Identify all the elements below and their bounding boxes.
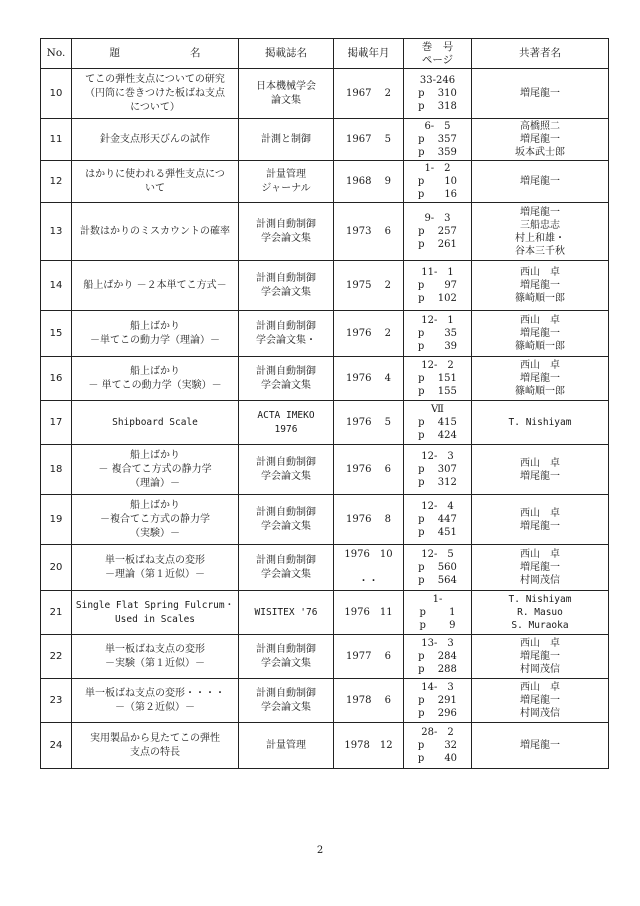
cell-line: 西山 卓 — [520, 638, 560, 649]
cell-volume-pages — [404, 261, 472, 311]
cell-line: 計測自動制御 — [256, 320, 316, 332]
table-row — [41, 445, 609, 495]
header-journal: 掲載誌名 — [239, 39, 334, 69]
cell-no: 11 — [41, 119, 72, 161]
cell-line: 坂本武士郎 — [515, 147, 565, 158]
cell-line: S. Muraoka — [511, 620, 569, 631]
cell-line: 増尾龍一 — [520, 651, 560, 662]
cell-journal — [239, 545, 334, 591]
cell-date — [334, 357, 404, 401]
cell-line: 14- 3 — [421, 682, 454, 693]
cell-authors — [472, 591, 609, 635]
cell-line: －複合てこ方式の静力学 — [100, 513, 210, 525]
cell-line: Single Flat Spring Fulcrum・ — [75, 599, 235, 611]
cell-line: p 97 — [417, 280, 458, 291]
cell-line: てこの弾性支点についての研究 — [85, 73, 225, 85]
cell-no: 19 — [41, 495, 72, 545]
cell-line: p 16 — [417, 189, 458, 200]
cell-date — [334, 69, 404, 119]
cell-line: 篠崎順一郎 — [515, 386, 565, 397]
cell-journal — [239, 445, 334, 495]
cell-volume-pages — [404, 161, 472, 203]
cell-journal — [239, 69, 334, 119]
cell-line: 計量管理 — [266, 739, 306, 751]
cell-line: いて — [145, 182, 165, 194]
cell-journal — [239, 311, 334, 357]
cell-line: p 284 — [418, 651, 457, 662]
cell-line: p 32 — [417, 740, 458, 751]
cell-line: 12- 5 — [421, 549, 454, 560]
cell-line: 増尾龍一 — [520, 562, 560, 573]
cell-line: 西山 卓 — [520, 682, 560, 693]
cell-line: 単一板ばね支点の変形 — [105, 643, 205, 655]
cell-line: 1976 11 — [344, 607, 393, 618]
cell-line: 学会論文集・ — [256, 334, 316, 346]
cell-line: p 318 — [418, 101, 457, 112]
cell-no: 20 — [41, 545, 72, 591]
publication-table — [40, 38, 609, 769]
table-row — [41, 495, 609, 545]
cell-line: －単てこの動力学（理論）－ — [90, 334, 220, 346]
cell-line: 谷本三千秋 — [515, 245, 565, 257]
cell-line: 日本機械学会 — [256, 80, 316, 92]
table-row — [41, 591, 609, 635]
cell-title — [72, 679, 239, 723]
cell-line: ACTA IMEKO — [257, 409, 315, 421]
cell-authors — [472, 723, 609, 769]
cell-line: 1976 6 — [346, 464, 391, 475]
cell-line: 増尾龍一 — [520, 740, 560, 751]
cell-line: 1976 4 — [346, 373, 391, 384]
cell-line: p 424 — [418, 430, 457, 441]
cell-volume-pages — [404, 401, 472, 445]
cell-line: 1973 6 — [346, 226, 391, 237]
cell-line: p 10 — [417, 176, 458, 187]
cell-line: p 102 — [418, 293, 457, 304]
cell-line: 増尾龍一 — [520, 88, 560, 99]
cell-title — [72, 495, 239, 545]
cell-line: 村上和雄・ — [515, 232, 565, 244]
cell-title — [72, 591, 239, 635]
cell-line: はかりに使われる弾性支点につ — [85, 168, 225, 180]
cell-journal — [239, 119, 334, 161]
cell-authors — [472, 679, 609, 723]
header-volume-line: 巻 号 — [421, 40, 454, 53]
cell-title — [72, 119, 239, 161]
cell-line: 1977 6 — [346, 651, 391, 662]
cell-line: WISITEX '76 — [254, 606, 318, 618]
cell-line: p 155 — [418, 386, 457, 397]
table-row — [41, 357, 609, 401]
table-row — [41, 679, 609, 723]
cell-no: 23 — [41, 679, 72, 723]
table-row — [41, 723, 609, 769]
cell-volume-pages — [404, 495, 472, 545]
cell-line: 増尾龍一 — [520, 328, 560, 339]
cell-line: 村岡茂信 — [520, 575, 560, 586]
cell-date — [334, 723, 404, 769]
cell-date — [334, 445, 404, 495]
cell-date — [334, 261, 404, 311]
cell-line: －（第２近似）－ — [115, 701, 195, 713]
cell-date — [334, 635, 404, 679]
cell-volume-pages — [404, 203, 472, 261]
cell-line: 1- 2 — [424, 163, 451, 174]
cell-volume-pages — [404, 311, 472, 357]
cell-line: 高橋照二 — [520, 121, 560, 132]
cell-line: 船上ばかり — [130, 499, 180, 511]
cell-line: p 261 — [418, 239, 457, 250]
cell-line: 1967 2 — [346, 88, 391, 99]
cell-line: 船上ばかり — [130, 365, 180, 377]
cell-line: 西山 卓 — [520, 315, 560, 326]
cell-authors — [472, 311, 609, 357]
cell-line: 西山 卓 — [520, 267, 560, 278]
cell-line: p 9 — [419, 620, 456, 631]
cell-line: 12- 4 — [421, 501, 454, 512]
cell-line: 計測自動制御 — [256, 272, 316, 284]
cell-authors — [472, 69, 609, 119]
cell-title — [72, 635, 239, 679]
cell-volume-pages — [404, 69, 472, 119]
cell-no: 22 — [41, 635, 72, 679]
cell-line: 実用製品から見たてこの弾性 — [90, 732, 220, 744]
cell-line: p 359 — [418, 147, 457, 158]
cell-line: 6- 5 — [424, 121, 451, 132]
cell-line: p 357 — [418, 134, 457, 145]
cell-line: ・・ — [358, 575, 379, 587]
cell-line: 9- 3 — [424, 213, 451, 224]
cell-line: 針金支点形天びんの試作 — [100, 133, 210, 145]
cell-volume-pages — [404, 357, 472, 401]
cell-line: 1967 5 — [346, 134, 391, 145]
cell-line: R. Masuo — [517, 607, 563, 618]
cell-line: （円筒に巻きつけた板ばね支点 — [85, 87, 225, 99]
cell-journal — [239, 203, 334, 261]
cell-line: －実験（第１近似）－ — [105, 657, 205, 669]
cell-line: 増尾龍一 — [520, 176, 560, 187]
table-row — [41, 545, 609, 591]
cell-line: 学会論文集 — [261, 568, 311, 580]
cell-line: 33-246 — [419, 75, 456, 86]
header-authors: 共著者名 — [472, 39, 609, 69]
cell-line: －理論（第１近似）－ — [105, 568, 205, 580]
cell-line: 1978 6 — [346, 695, 391, 706]
cell-line: 12- 3 — [421, 451, 454, 462]
cell-line: 28- 2 — [421, 727, 454, 738]
cell-line: 1978 12 — [344, 740, 393, 751]
cell-line: 12- 2 — [421, 360, 454, 371]
cell-authors — [472, 401, 609, 445]
page-number: 2 — [316, 845, 324, 856]
cell-line: （理論）－ — [130, 477, 180, 489]
cell-line: 学会論文集 — [261, 379, 311, 391]
cell-line: T. Nishiyam — [508, 594, 572, 605]
cell-line: 計量管理 — [266, 168, 306, 180]
cell-title — [72, 203, 239, 261]
cell-line: 1976 2 — [346, 328, 391, 339]
cell-title — [72, 445, 239, 495]
cell-line: 学会論文集 — [261, 470, 311, 482]
header-title-part: 名 — [190, 47, 201, 59]
cell-line: 増尾龍一 — [520, 280, 560, 291]
cell-line: 計測自動制御 — [256, 218, 316, 230]
cell-line: 1976 — [274, 423, 298, 435]
cell-line: 学会論文集 — [261, 701, 311, 713]
cell-line: 学会論文集 — [261, 286, 311, 298]
cell-line: p 151 — [418, 373, 457, 384]
cell-journal — [239, 161, 334, 203]
cell-title — [72, 357, 239, 401]
cell-volume-pages — [404, 445, 472, 495]
table-row — [41, 119, 609, 161]
cell-line: p 312 — [418, 477, 457, 488]
cell-title — [72, 723, 239, 769]
cell-line: 計測自動制御 — [256, 506, 316, 518]
cell-line: Used in Scales — [114, 613, 196, 625]
cell-authors — [472, 119, 609, 161]
cell-line: － 単てこの動力学（実験）－ — [88, 379, 222, 391]
cell-line: 論文集 — [271, 94, 301, 106]
cell-title — [72, 261, 239, 311]
cell-line: 篠崎順一郎 — [515, 341, 565, 352]
cell-line: 船上ばかり — [130, 449, 180, 461]
cell-line: 増尾龍一 — [520, 695, 560, 706]
cell-authors — [472, 261, 609, 311]
cell-line: 学会論文集 — [261, 657, 311, 669]
cell-volume-pages — [404, 545, 472, 591]
cell-line: 船上ばかり — [130, 320, 180, 332]
cell-no: 14 — [41, 261, 72, 311]
table-row — [41, 203, 609, 261]
header-title-part: 題 — [109, 47, 120, 59]
cell-title — [72, 401, 239, 445]
cell-line: p 288 — [418, 664, 457, 675]
cell-line: 1- — [432, 594, 443, 605]
cell-line: 12- 1 — [421, 315, 454, 326]
cell-volume-pages — [404, 679, 472, 723]
table-row — [41, 69, 609, 119]
cell-line: 単一板ばね支点の変形・・・・ — [85, 687, 225, 699]
cell-date — [334, 311, 404, 357]
cell-date — [334, 591, 404, 635]
cell-authors — [472, 161, 609, 203]
cell-line: Shipboard Scale — [112, 416, 198, 428]
cell-line: 学会論文集 — [261, 232, 311, 244]
cell-volume-pages — [404, 723, 472, 769]
cell-no: 17 — [41, 401, 72, 445]
cell-line: 計測と制御 — [261, 133, 311, 145]
cell-authors — [472, 635, 609, 679]
header-no: No. — [41, 39, 72, 69]
cell-line: p 1 — [419, 607, 456, 618]
table-row — [41, 261, 609, 311]
cell-journal — [239, 261, 334, 311]
cell-line: 13- 3 — [421, 638, 454, 649]
cell-no: 24 — [41, 723, 72, 769]
cell-line: Ⅶ — [431, 404, 444, 415]
cell-line: p 40 — [417, 753, 458, 764]
header-volume — [404, 39, 472, 69]
cell-line: 1975 2 — [346, 280, 391, 291]
cell-authors — [472, 357, 609, 401]
table-row — [41, 635, 609, 679]
cell-line: 西山 卓 — [520, 549, 560, 560]
cell-line: － 複合てこ方式の静力学 — [98, 463, 212, 475]
cell-line: 増尾龍一 — [520, 373, 560, 384]
cell-line: p 39 — [417, 341, 458, 352]
cell-line: T. Nishiyam — [508, 417, 572, 428]
cell-line: p 560 — [418, 562, 457, 573]
table-row — [41, 311, 609, 357]
table-body — [41, 69, 609, 769]
cell-line: 学会論文集 — [261, 520, 311, 532]
cell-date — [334, 203, 404, 261]
cell-no: 13 — [41, 203, 72, 261]
cell-date — [334, 545, 404, 591]
table-row — [41, 401, 609, 445]
cell-date — [334, 161, 404, 203]
cell-line: 増尾龍一 — [520, 520, 560, 532]
header-date: 掲載年月 — [334, 39, 404, 69]
cell-line: 計測自動制御 — [256, 554, 316, 566]
cell-volume-pages — [404, 119, 472, 161]
table-header-row — [41, 39, 609, 69]
cell-line: 計測自動制御 — [256, 365, 316, 377]
cell-line: p 307 — [418, 464, 457, 475]
cell-journal — [239, 635, 334, 679]
cell-line: p 447 — [418, 514, 457, 525]
cell-no: 16 — [41, 357, 72, 401]
cell-line: 西山 卓 — [520, 457, 560, 469]
cell-date — [334, 119, 404, 161]
cell-volume-pages — [404, 635, 472, 679]
cell-line: 村岡茂信 — [520, 708, 560, 719]
cell-journal — [239, 357, 334, 401]
cell-authors — [472, 545, 609, 591]
cell-title — [72, 311, 239, 357]
cell-line: p 415 — [418, 417, 457, 428]
cell-line: 1976 10 — [344, 548, 393, 560]
cell-line: 篠崎順一郎 — [515, 293, 565, 304]
header-volume-line: ページ — [421, 53, 454, 66]
cell-line: p 564 — [418, 575, 457, 586]
cell-line: 単一板ばね支点の変形 — [105, 554, 205, 566]
cell-journal — [239, 495, 334, 545]
cell-line: p 35 — [417, 328, 458, 339]
cell-line: 支点の特長 — [130, 746, 180, 758]
cell-title — [72, 161, 239, 203]
cell-journal — [239, 591, 334, 635]
cell-line: p 257 — [418, 226, 457, 237]
cell-line: 計測自動制御 — [256, 687, 316, 699]
cell-line: 計数はかりのミスカウントの確率 — [80, 225, 230, 237]
cell-line: ジャーナル — [261, 182, 311, 194]
cell-line: p 296 — [418, 708, 457, 719]
cell-line: 1976 8 — [346, 514, 391, 525]
cell-line: 1976 5 — [346, 417, 391, 428]
cell-line: 増尾龍一 — [520, 206, 560, 218]
cell-date — [334, 401, 404, 445]
cell-line: 村岡茂信 — [520, 664, 560, 675]
cell-line: 11- 1 — [421, 267, 454, 278]
cell-line: 船上ばかり －２本単てこ方式－ — [83, 279, 227, 291]
cell-date — [334, 495, 404, 545]
cell-line: について） — [130, 101, 180, 113]
cell-authors — [472, 445, 609, 495]
cell-no: 21 — [41, 591, 72, 635]
cell-journal — [239, 723, 334, 769]
cell-no: 18 — [41, 445, 72, 495]
header-title — [72, 39, 239, 69]
cell-no: 15 — [41, 311, 72, 357]
cell-volume-pages — [404, 591, 472, 635]
cell-journal — [239, 679, 334, 723]
cell-line: 西山 卓 — [520, 360, 560, 371]
cell-line: 増尾龍一 — [520, 134, 560, 145]
cell-line: 西山 卓 — [520, 507, 560, 519]
cell-line: 増尾龍一 — [520, 470, 560, 482]
cell-no: 10 — [41, 69, 72, 119]
cell-authors — [472, 203, 609, 261]
cell-line: p 451 — [418, 527, 457, 538]
cell-journal — [239, 401, 334, 445]
cell-line: 1968 9 — [346, 176, 391, 187]
cell-line: （実験）－ — [130, 527, 180, 539]
cell-title — [72, 545, 239, 591]
cell-line: p 310 — [418, 88, 457, 99]
table-row — [41, 161, 609, 203]
cell-line: 三船忠志 — [520, 219, 560, 231]
cell-date — [334, 679, 404, 723]
cell-line: 計測自動制御 — [256, 643, 316, 655]
cell-line: 計測自動制御 — [256, 456, 316, 468]
cell-line: p 291 — [418, 695, 457, 706]
cell-authors — [472, 495, 609, 545]
cell-title — [72, 69, 239, 119]
cell-no: 12 — [41, 161, 72, 203]
